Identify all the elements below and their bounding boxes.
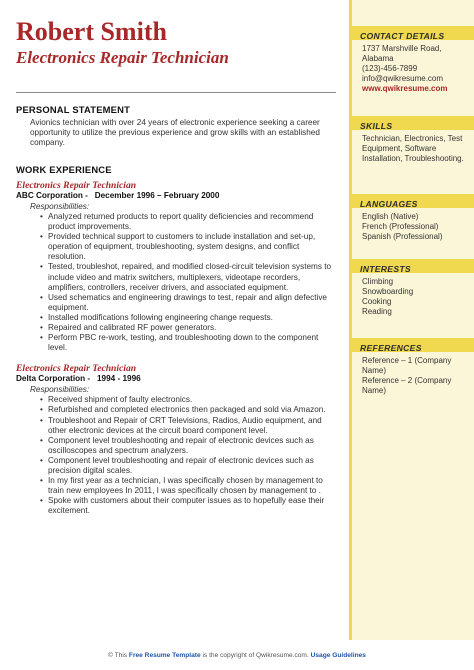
references-list: [358, 356, 471, 396]
candidate-name: Robert Smith: [16, 17, 167, 46]
list-item: • Troubleshoot and Repair of CRT Televisions, Radios, Audio equipment, and other electronic devices at the circuit board component level.: [40, 416, 338, 436]
list-item: • Component level troubleshooting and repair of electronic devices such as oscilloscopes and spectrum analyzers.: [40, 436, 338, 456]
work-experience-heading: WORK EXPERIENCE: [16, 164, 112, 175]
contact-section: [358, 26, 471, 94]
languages-section: [358, 194, 471, 242]
job-company: ABC Corporation -: [16, 191, 88, 200]
responsibilities-list: [16, 212, 342, 353]
responsibilities-list: [16, 395, 342, 516]
skills-section: [358, 116, 471, 164]
personal-statement-text: Avionics technician with over 24 years of electronic experience seeking a career opportunity to utilize the previous experience and grow skills with an established company.: [30, 118, 320, 148]
work-experience-section: [16, 164, 342, 516]
interests-section: [358, 259, 471, 317]
list-item: • Repaired and calibrated RF power generators.: [40, 323, 338, 333]
responsibilities-label: Responsibilities:: [30, 202, 90, 211]
languages-heading-bar: [352, 194, 474, 208]
job-dates: 1994 - 1996: [96, 374, 141, 384]
free-template-link[interactable]: Free Resume Template: [128, 652, 201, 659]
sidebar: [349, 0, 474, 640]
job-entry: [16, 363, 342, 516]
list-item: • Perform PBC re-work, testing, and troubleshooting down to the component level.: [40, 333, 338, 353]
list-item: Climbing: [362, 277, 394, 286]
personal-statement-section: [16, 104, 342, 149]
list-item: • Spoke with customers about their computer issues as to hopefully ease their excitement.: [40, 496, 338, 516]
list-item: • In my first year as a technician, I was specifically chosen by management to train new employees In 2011, I was specifically chosen by management to .: [40, 476, 338, 496]
interests-list: [358, 277, 471, 317]
job-company-line: [16, 374, 342, 384]
personal-statement-heading: PERSONAL STATEMENT: [16, 104, 131, 115]
languages-heading: LANGUAGES: [360, 199, 418, 209]
references-section: [358, 338, 471, 396]
address-line: Alabama: [362, 54, 394, 63]
languages-list: [358, 212, 471, 242]
email-link[interactable]: info@qwikresume.com: [362, 74, 444, 83]
references-heading-bar: [352, 338, 474, 352]
interests-heading-bar: [352, 259, 474, 273]
list-item: • Received shipment of faulty electronics.: [40, 395, 338, 405]
job-company: Delta Corporation -: [16, 374, 91, 384]
job-title: Electronics Repair Technician: [16, 180, 137, 191]
contact-details: [358, 44, 471, 94]
job-company-line: [16, 191, 342, 201]
list-item: Reference – 1 (Company Name): [362, 356, 452, 375]
footer-prefix: © This: [108, 652, 128, 659]
job-title: Electronics Repair Technician: [16, 363, 137, 375]
skills-heading: SKILLS: [360, 121, 393, 131]
list-item: English (Native): [362, 212, 419, 221]
phone-number: (123)-456-7899: [362, 64, 418, 73]
contact-heading: CONTACT DETAILS: [360, 31, 445, 41]
list-item: • Installed modifications following engineering change requests.: [40, 313, 338, 323]
address-line: 1737 Marshville Road,: [362, 44, 442, 53]
list-item: • Used schematics and engineering drawings to test, repair and align defective equipment.: [40, 293, 338, 313]
list-item: • Analyzed returned products to report quality deficiencies and recommend product improvements.: [40, 212, 338, 232]
list-item: Reading: [362, 307, 392, 316]
interests-heading: INTERESTS: [360, 264, 411, 274]
job-entry: [16, 180, 342, 353]
footer: [0, 652, 474, 659]
list-item: • Tested, troubleshot, repaired, and modified closed-circuit television systems to include video and matrix switchers, multiplexers, videotape recorders, amplifiers, controllers, receiver drivers, and associated equipment.: [40, 262, 338, 292]
skills-text: Technician, Electronics, Test Equipment, Software Installation, Troubleshooting.: [362, 134, 464, 163]
job-dates: December 1996 – February 2000: [94, 191, 220, 200]
candidate-title: Electronics Repair Technician: [16, 48, 229, 67]
website-link[interactable]: www.qwikresume.com: [362, 84, 448, 93]
list-item: Spanish (Professional): [362, 232, 443, 241]
list-item: French (Professional): [362, 222, 439, 231]
skills-heading-bar: [352, 116, 474, 130]
list-item: • Provided technical support to customers to include installation and set-up, operation of equipment, troubleshooting, system designs, and conflict resolution.: [40, 232, 338, 262]
list-item: Cooking: [362, 297, 392, 306]
list-item: • Refurbished and completed electronics then packaged and sold via Amazon.: [40, 405, 338, 415]
references-heading: REFERENCES: [360, 343, 422, 353]
list-item: Reference – 2 (Company Name): [362, 376, 452, 395]
list-item: • Component level troubleshooting and repair of electronic devices such as precision digital scales.: [40, 456, 338, 476]
list-item: Snowboarding: [362, 287, 414, 296]
contact-heading-bar: [352, 26, 474, 40]
header-divider: [16, 92, 336, 93]
responsibilities-label: Responsibilities:: [30, 385, 90, 395]
usage-guidelines-link[interactable]: Usage Guidelines: [310, 652, 366, 659]
footer-copyright: is the copyright of Qwikresume.com.: [202, 652, 309, 659]
